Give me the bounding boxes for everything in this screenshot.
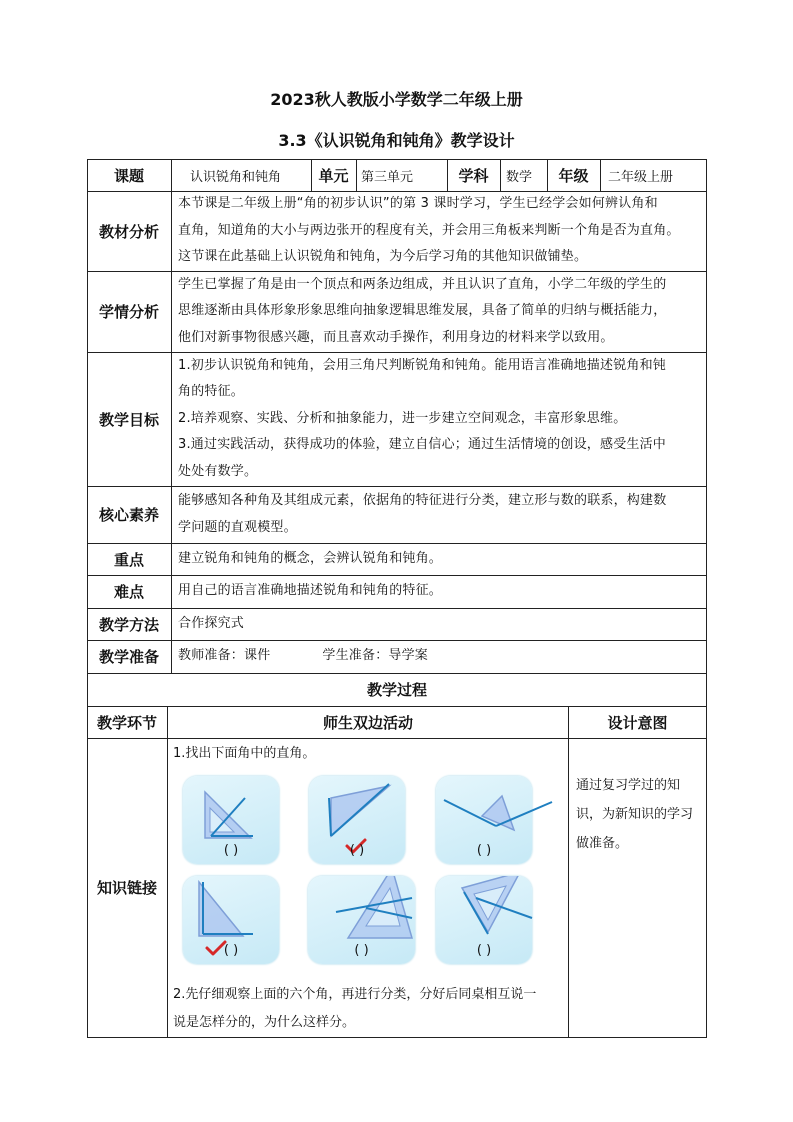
angle-card-1	[183, 776, 279, 864]
knowledge-link-label: 知识链接	[96, 879, 157, 897]
topic-label: 课题	[113, 166, 144, 185]
design-intent-text: 通过复习学过的知 识，为新知识的学习 做准备。	[576, 778, 694, 851]
core-literacy-text: 能够感知各种角及其组成元素，依据角的特征进行分类，建立形与数的联系，构建数 学问题的直观模型。	[178, 493, 667, 535]
lesson-plan-table	[87, 159, 707, 1038]
preparation-label: 教学准备	[98, 648, 159, 666]
angle-card-5	[308, 876, 415, 964]
answer-blank[interactable]: ( )	[349, 843, 365, 858]
teaching-method-label: 教学方法	[98, 615, 159, 634]
difficulty-text: 用自己的语言准确地描述锐角和钝角的特征。	[178, 583, 443, 599]
answer-blank[interactable]: ( )	[223, 943, 239, 958]
subject-value: 数学	[506, 169, 533, 185]
unit-value: 第三单元	[361, 169, 414, 185]
key-point-text: 建立锐角和钝角的概念，会辨认锐角和钝角。	[178, 550, 443, 566]
answer-blank[interactable]: ( )	[476, 843, 492, 858]
document-title: 2023秋人教版小学数学二年级上册	[270, 90, 523, 109]
activity-column-header: 师生双边活动	[322, 713, 413, 732]
textbook-analysis-label: 教材分析	[98, 222, 159, 241]
teacher-prep: 教师准备：课件	[178, 648, 271, 664]
teaching-goals-label: 教学目标	[98, 410, 159, 429]
grade-value: 二年级上册	[608, 169, 674, 185]
student-prep: 学生准备：导学案	[322, 648, 429, 664]
angle-card-3	[436, 776, 532, 864]
core-literacy-label: 核心素养	[98, 506, 159, 524]
teaching-goals-text: 1.初步认识锐角和钝角，会用三角尺判断锐角和钝角。能用语言准确地描述锐角和钝 角的特征。 2.培养观察、实践、分析和抽象能力，进一步建立空间观念，丰富形象思维。 3.通过实践活动，获得成功的体验，建立自信心；通过生活情境的创设，感受生活中 处处有数学。	[178, 357, 667, 479]
angle-card-4	[183, 876, 279, 964]
topic-value: 认识锐角和钝角	[190, 169, 282, 185]
answer-blank[interactable]: ( )	[354, 943, 369, 958]
key-point-label: 重点	[113, 550, 144, 569]
teaching-process-title: 教学过程	[366, 681, 427, 699]
student-analysis-text: 学生已掌握了角是由一个顶点和两条边组成，并且认识了直角，小学二年级的学生的 思维逐渐由具体形象形象思维向抽象逻辑思维发展，具备了简单的归纳与概括能力， 他们对新事物很感兴趣，而且喜欢动手操作，利用身边的材料来学以致用。	[178, 276, 667, 345]
answer-blank[interactable]: ( )	[476, 943, 492, 958]
stage-column-header: 教学环节	[96, 713, 157, 732]
answer-blank[interactable]: ( )	[223, 843, 239, 858]
intent-column-header: 设计意图	[607, 713, 668, 732]
textbook-analysis-text: 本节课是二年级上册“角的初步认识”的第 3 课时学习，学生已经学会如何辨认角和 直角，知道角的大小与两边张开的程度有关，并会用三角板来判断一个角是否为直角。 这节课在此基础上认识锐角和钝角，为今后学习角的其他知识做铺垫。	[178, 196, 680, 265]
subject-label: 学科	[458, 166, 489, 185]
question-1: 1.找出下面角中的直角。	[173, 746, 316, 761]
document-subtitle: 3.3《认识锐角和钝角》教学设计	[278, 131, 515, 150]
grade-label: 年级	[558, 166, 589, 185]
preparation-text	[172, 640, 706, 673]
unit-label: 单元	[318, 166, 349, 185]
angle-card-6	[436, 876, 532, 964]
difficulty-label: 难点	[113, 583, 144, 601]
teaching-method-text: 合作探究式	[178, 615, 245, 631]
question-2: 2.先仔细观察上面的六个角，再进行分类，分好后同桌相互说一 说是怎样分的，为什么这样分。	[173, 987, 537, 1030]
angle-card-2	[309, 776, 405, 864]
student-analysis-label: 学情分析	[98, 303, 159, 321]
